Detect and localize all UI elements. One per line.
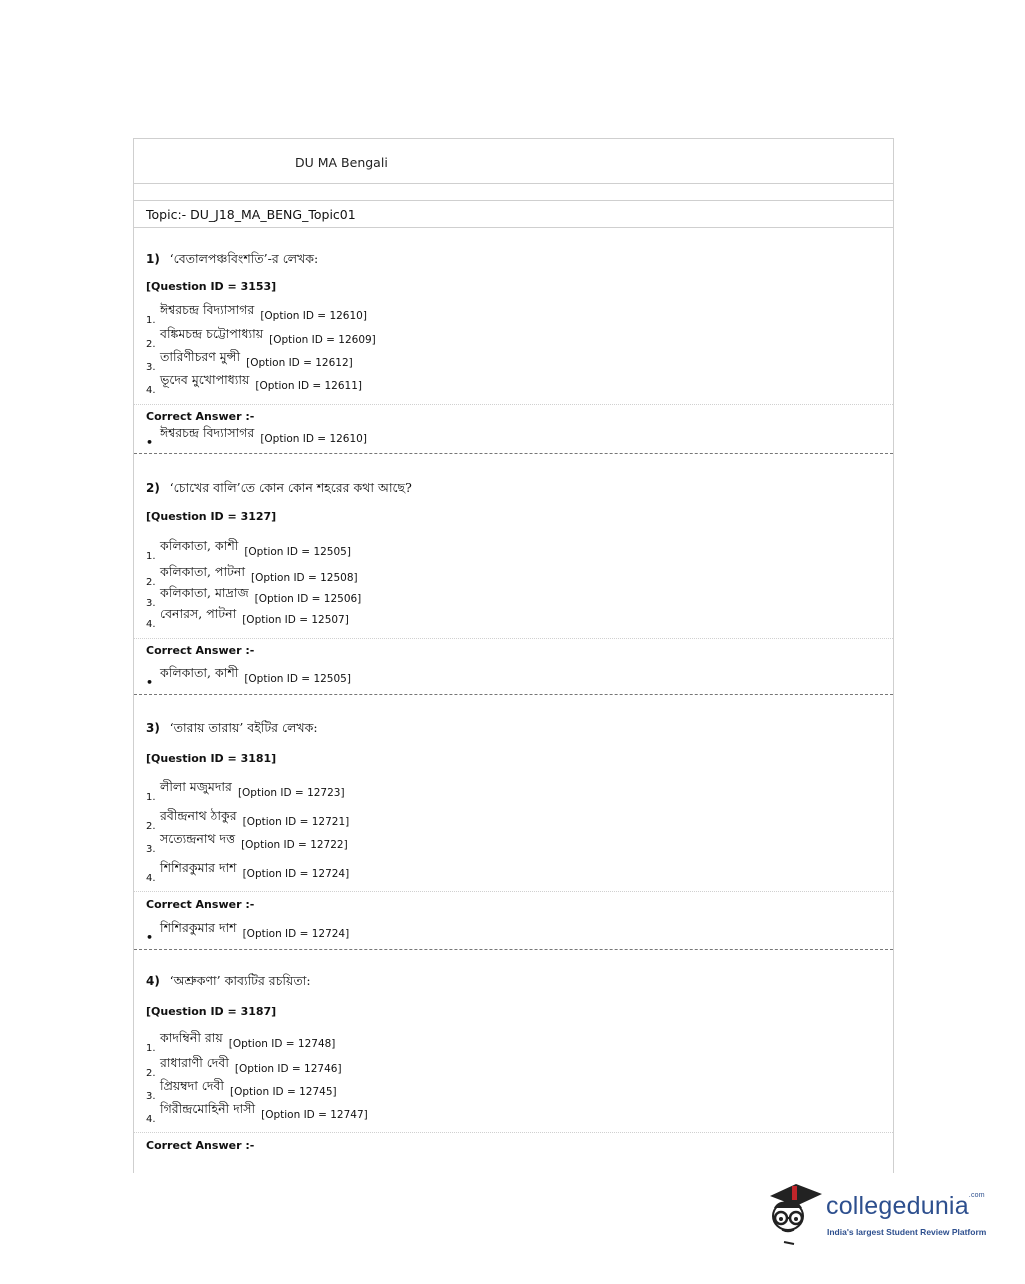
option-number: 4. (146, 385, 156, 396)
answer-option-id: [Option ID = 12505] (244, 673, 351, 685)
option-number: 4. (146, 1114, 156, 1125)
option-id: [Option ID = 12507] (242, 614, 349, 626)
option-id: [Option ID = 12505] (244, 546, 351, 558)
option-text: ঈশ্বরচন্দ্র বিদ্যাসাগর (160, 302, 255, 317)
bullet: • (146, 436, 154, 449)
option-number: 1. (146, 792, 156, 803)
option (146, 1055, 342, 1080)
option (146, 326, 376, 351)
option-id: [Option ID = 12746] (234, 1063, 342, 1075)
option-text: রাধারাণী দেবী (160, 1055, 229, 1070)
answer-text: শিশিরকুমার দাশ (160, 920, 237, 935)
correct-answer-label: Correct Answer :- (146, 1139, 255, 1152)
divider (134, 404, 893, 405)
question-id: [Question ID = 3127] (146, 510, 277, 523)
question-text: ‘চোখের বালি’তে কোন কোন শহরের কথা আছে? (169, 480, 412, 495)
option-text: প্রিয়ম্বদা দেবী (160, 1078, 224, 1093)
bullet: • (146, 676, 154, 689)
option-number: 4. (146, 619, 156, 630)
question-id: [Question ID = 3181] (146, 752, 277, 765)
option-id: [Option ID = 12610] (260, 310, 367, 322)
correct-answer-label: Correct Answer :- (146, 898, 255, 911)
option-text: রবীন্দ্রনাথ ঠাকুর (160, 808, 237, 823)
option-id: [Option ID = 12722] (241, 839, 348, 851)
option-number: 1. (146, 551, 156, 562)
logo-wordmark (826, 1192, 985, 1221)
divider (134, 638, 893, 639)
option-id: [Option ID = 12747] (261, 1109, 368, 1121)
correct-answer (146, 665, 351, 690)
option (146, 302, 367, 327)
option-number: 2. (146, 821, 156, 832)
correct-answer-label: Correct Answer :- (146, 644, 255, 657)
option-id: [Option ID = 12723] (237, 787, 345, 799)
option-text: তারিণীচরণ মুন্সী (160, 349, 241, 364)
question-number: 3) (146, 721, 160, 735)
question-id: [Question ID = 3187] (146, 1005, 277, 1018)
correct-answer (146, 425, 367, 450)
question-1 (146, 251, 318, 271)
option-id: [Option ID = 12721] (242, 816, 350, 828)
option-text: সত্যেন্দ্রনাথ দত্ত (160, 831, 236, 846)
question-text: ‘বেতালপঞ্চবিংশতি’-র লেখক: (169, 251, 319, 266)
correct-answer (146, 920, 350, 945)
option-id: [Option ID = 12612] (246, 357, 353, 369)
collegedunia-logo (766, 1178, 996, 1248)
question-number: 1) (146, 252, 160, 266)
divider (134, 1132, 893, 1133)
option-text: লীলা মজুমদার (160, 779, 232, 794)
option (146, 831, 348, 856)
option (146, 538, 351, 563)
divider (134, 200, 893, 201)
divider (134, 227, 893, 228)
question-number: 4) (146, 974, 160, 988)
option-number: 3. (146, 362, 156, 373)
question-2 (146, 480, 412, 500)
option (146, 606, 349, 631)
option-text: বেনারস, পাটনা (160, 606, 237, 621)
option (146, 1101, 368, 1126)
option-number: 2. (146, 339, 156, 350)
option-text: কাদম্বিনী রায় (160, 1030, 223, 1045)
logo-name: collegedunia (826, 1192, 969, 1220)
option-number: 4. (146, 873, 156, 884)
question-3 (146, 720, 318, 740)
correct-answer-label: Correct Answer :- (146, 410, 255, 423)
question-text: ‘তারায় তারায়’ বইটির লেখক: (169, 720, 318, 735)
option (146, 372, 363, 397)
option-number: 3. (146, 844, 156, 855)
question-separator (134, 453, 893, 454)
option-number: 3. (146, 598, 156, 609)
option-id: [Option ID = 12611] (255, 380, 363, 392)
logo-tagline: India's largest Student Review Platform (827, 1227, 987, 1237)
question-paper (133, 138, 894, 1173)
option (146, 1078, 337, 1103)
option-text: কলিকাতা, মাদ্রাজ (160, 585, 249, 600)
answer-option-id: [Option ID = 12610] (260, 433, 367, 445)
mascot-icon (766, 1178, 826, 1248)
option-id: [Option ID = 12748] (228, 1038, 336, 1050)
option-number: 3. (146, 1091, 156, 1102)
option (146, 860, 350, 885)
option (146, 808, 350, 833)
option-id: [Option ID = 12745] (229, 1086, 337, 1098)
option-text: কলিকাতা, পাটনা (160, 564, 245, 579)
option-id: [Option ID = 12609] (269, 334, 376, 346)
logo-suffix: .com (968, 1192, 985, 1199)
question-separator (134, 949, 893, 950)
question-id: [Question ID = 3153] (146, 280, 277, 293)
answer-option-id: [Option ID = 12724] (242, 928, 350, 940)
divider (134, 183, 893, 184)
divider (134, 891, 893, 892)
option (146, 1030, 336, 1055)
option (146, 349, 353, 374)
option-text: ভূদেব মুখোপাধ্যায় (160, 372, 250, 387)
option-text: শিশিরকুমার দাশ (160, 860, 237, 875)
question-text: ‘অশ্রুকণা’ কাব্যটির রচয়িতা: (169, 973, 311, 988)
question-4 (146, 973, 311, 993)
option-id: [Option ID = 12506] (254, 593, 362, 605)
option-text: গিরীন্দ্রমোহিনী দাসী (160, 1101, 256, 1116)
option-number: 2. (146, 1068, 156, 1079)
answer-text: ঈশ্বরচন্দ্র বিদ্যাসাগর (160, 425, 255, 440)
option (146, 779, 345, 804)
option-text: বঙ্কিমচন্দ্র চট্টোপাধ্যায় (160, 326, 264, 341)
question-number: 2) (146, 481, 160, 495)
option-text: কলিকাতা, কাশী (160, 538, 239, 553)
option-id: [Option ID = 12508] (250, 572, 358, 584)
answer-text: কলিকাতা, কাশী (160, 665, 239, 680)
question-separator (134, 694, 893, 695)
option-number: 1. (146, 315, 156, 326)
paper-title: DU MA Bengali (295, 155, 388, 170)
option-number: 2. (146, 577, 156, 588)
bullet: • (146, 931, 154, 944)
topic-label: Topic:- DU_J18_MA_BENG_Topic01 (146, 207, 356, 222)
option-number: 1. (146, 1043, 156, 1054)
option-id: [Option ID = 12724] (242, 868, 350, 880)
